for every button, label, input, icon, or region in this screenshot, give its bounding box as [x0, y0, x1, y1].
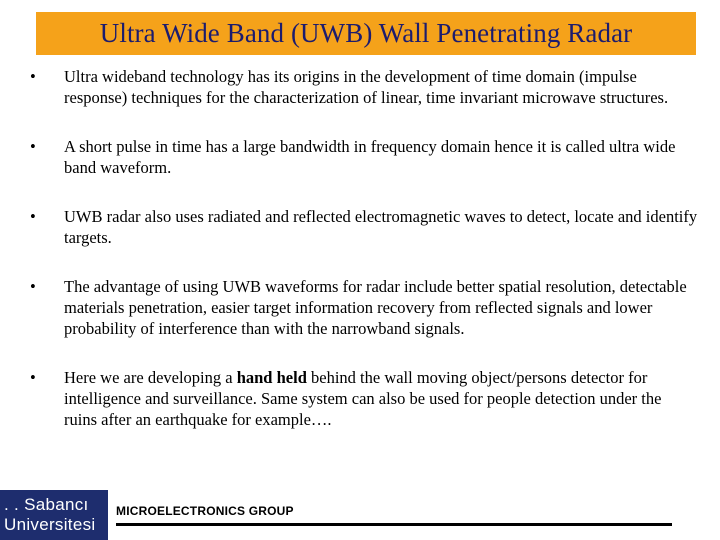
title-bar: [36, 12, 696, 55]
logo-line-2: Universitesi: [4, 515, 96, 534]
bullet-text: UWB radar also uses radiated and reflected electromagnetic waves to detect, locate and identify targets.: [64, 207, 698, 247]
bullet-icon: •: [30, 368, 36, 387]
bullet-text-after: behind the wall moving object/persons detector for intelligence and surveillance. Same system can also be used for people detection under the ruins after an earthquake for example….: [64, 368, 662, 429]
bullet-text: Ultra wideband technology has its origins in the development of time domain (impulse response) techniques for the characterization of linear, time invariant microwave structures.: [64, 67, 669, 107]
group-label: MICROELECTRONICS GROUP: [116, 504, 294, 518]
bullet-item: [28, 136, 698, 178]
bullet-icon: •: [30, 277, 36, 296]
bullet-item: [28, 206, 698, 248]
bullet-text: A short pulse in time has a large bandwidth in frequency domain hence it is called ultra wide band waveform.: [64, 137, 676, 177]
university-logo: [0, 490, 108, 540]
bullet-icon: •: [30, 207, 36, 226]
bullet-list: [28, 66, 698, 430]
slide-title: Ultra Wide Band (UWB) Wall Penetrating Radar: [99, 18, 633, 48]
bullet-item: [28, 367, 698, 430]
bullet-icon: •: [30, 67, 36, 86]
bullet-text: [64, 368, 661, 429]
bullet-item: [28, 66, 698, 108]
bullet-text-bold: hand held: [236, 368, 307, 387]
bullet-icon: •: [30, 137, 36, 156]
bullet-text-before: Here we are developing a: [64, 368, 237, 387]
logo-line-1: . . Sabancı: [4, 495, 89, 514]
bullet-text: The advantage of using UWB waveforms for radar include better spatial resolution, detectable materials penetration, easier target information recovery from reflected signals and lower probability of interference than with the narrowband signals.: [64, 277, 687, 338]
footer-group: [116, 502, 672, 526]
bullet-item: [28, 276, 698, 339]
